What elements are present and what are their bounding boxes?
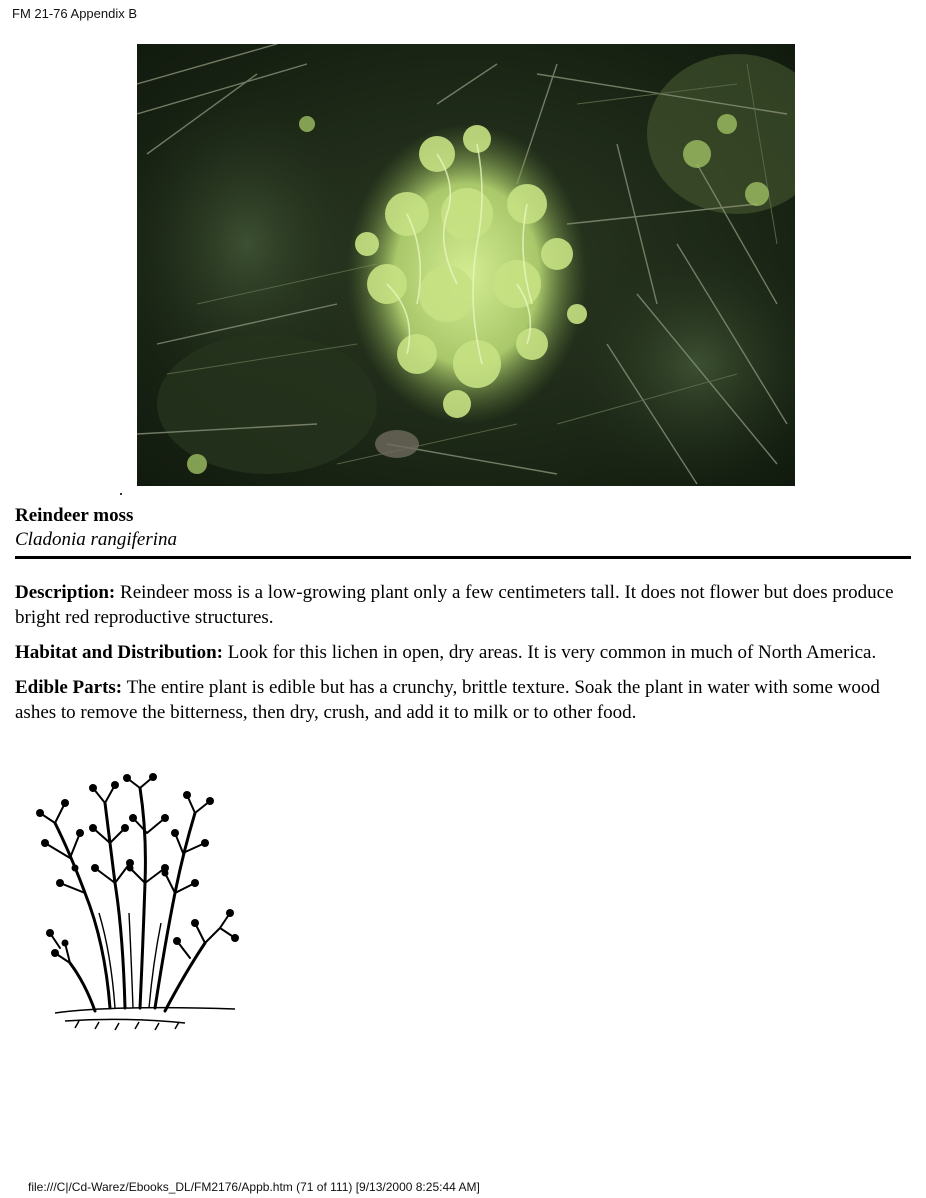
plant-description-content — [15, 580, 905, 735]
reindeer-moss-photo — [137, 44, 795, 486]
stray-dot — [120, 493, 122, 495]
habitat-paragraph — [15, 640, 905, 665]
common-name: Reindeer moss — [15, 505, 134, 526]
horizontal-rule — [15, 556, 911, 559]
description-paragraph — [15, 580, 905, 630]
edible-parts-label: Edible Parts: — [15, 677, 123, 698]
description-text: Reindeer moss is a low-growing plant only a few centimeters tall. It does not flower but does produce bright red reproductive structures. — [15, 582, 894, 628]
habitat-label: Habitat and Distribution: — [15, 642, 223, 663]
page-header: FM 21-76 Appendix B — [12, 6, 138, 21]
reindeer-moss-sketch — [15, 773, 243, 1035]
edible-parts-paragraph — [15, 675, 905, 725]
page-footer: file:///C|/Cd-Warez/Ebooks_DL/FM2176/Appb.htm (71 of 111) [9/13/2000 8:25:44 AM] — [28, 1180, 480, 1194]
plant-title-block — [15, 504, 177, 552]
description-label: Description: — [15, 582, 116, 603]
edible-parts-text: The entire plant is edible but has a crunchy, brittle texture. Soak the plant in water with some wood ashes to remove the bitterness, then dry, crush, and add it to milk or to other food. — [15, 677, 880, 723]
scientific-name: Cladonia rangiferina — [15, 529, 178, 550]
habitat-text: Look for this lichen in open, dry areas. It is very common in much of North America. — [227, 642, 877, 663]
